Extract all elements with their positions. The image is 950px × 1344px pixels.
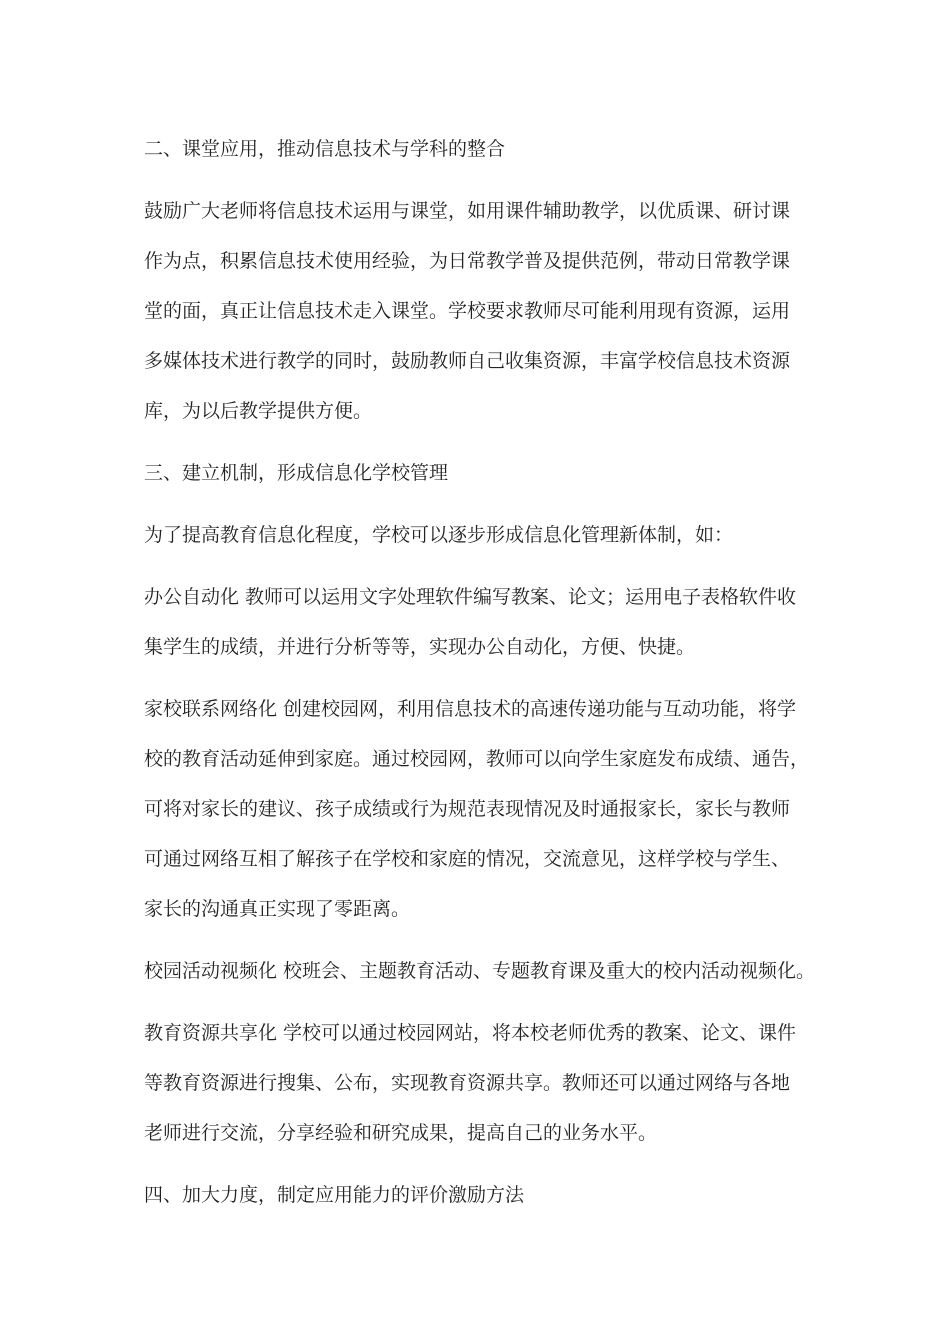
text-line: 等教育资源进行搜集、公布，实现教育资源共享。教师还可以通过网络与各地 — [144, 1072, 791, 1094]
text-line: 可通过网络互相了解孩子在学校和家庭的情况，交流意见，这样学校与学生、 — [144, 848, 791, 870]
paragraph-resource-sharing — [144, 1008, 824, 1158]
text-line: 老师进行交流，分享经验和研究成果，提高自己的业务水平。 — [144, 1122, 658, 1144]
text-line: 校园活动视频化 校班会、主题教育活动、专题教育课及重大的校内活动视频化。 — [144, 960, 816, 982]
section-heading-3 — [144, 448, 824, 498]
paragraph-office-automation — [144, 572, 824, 672]
text-line: 教育资源共享化 学校可以通过校园网站，将本校老师优秀的教案、论文、课件 — [144, 1022, 797, 1044]
text-line: 多媒体技术进行教学的同时，鼓励教师自己收集资源，丰富学校信息技术资源 — [144, 350, 791, 372]
section-heading-2 — [144, 124, 824, 174]
text-line: 三、建立机制，形成信息化学校管理 — [144, 462, 449, 484]
text-line: 四、加大力度，制定应用能力的评价激励方法 — [144, 1184, 525, 1206]
text-line: 办公自动化 教师可以运用文字处理软件编写教案、论文；运用电子表格软件收 — [144, 586, 797, 608]
text-line: 库，为以后教学提供方便。 — [144, 400, 373, 422]
text-line: 家长的沟通真正实现了零距离。 — [144, 898, 411, 920]
paragraph-classroom-application — [144, 186, 824, 436]
text-line: 为了提高教育信息化程度，学校可以逐步形成信息化管理新体制，如： — [144, 524, 734, 546]
text-line: 鼓励广大老师将信息技术运用与课堂，如用课件辅助教学，以优质课、研讨课 — [144, 200, 791, 222]
text-line: 二、课堂应用，推动信息技术与学科的整合 — [144, 138, 506, 160]
text-line: 堂的面，真正让信息技术走入课堂。学校要求教师尽可能利用现有资源，运用 — [144, 300, 791, 322]
document-body — [144, 124, 824, 1232]
section-heading-4 — [144, 1170, 824, 1220]
paragraph-management-intro — [144, 510, 824, 560]
paragraph-campus-video — [144, 946, 824, 996]
text-line: 可将对家长的建议、孩子成绩或行为规范表现情况及时通报家长，家长与教师 — [144, 798, 791, 820]
paragraph-home-school-network — [144, 684, 824, 934]
text-line: 家校联系网络化 创建校园网，利用信息技术的高速传递功能与互动功能，将学 — [144, 698, 797, 720]
text-line: 作为点，积累信息技术使用经验，为日常教学普及提供范例，带动日常教学课 — [144, 250, 791, 272]
text-line: 集学生的成绩，并进行分析等等，实现办公自动化，方便、快捷。 — [144, 636, 696, 658]
text-line: 校的教育活动延伸到家庭。通过校园网，教师可以向学生家庭发布成绩、通告， — [144, 748, 810, 770]
